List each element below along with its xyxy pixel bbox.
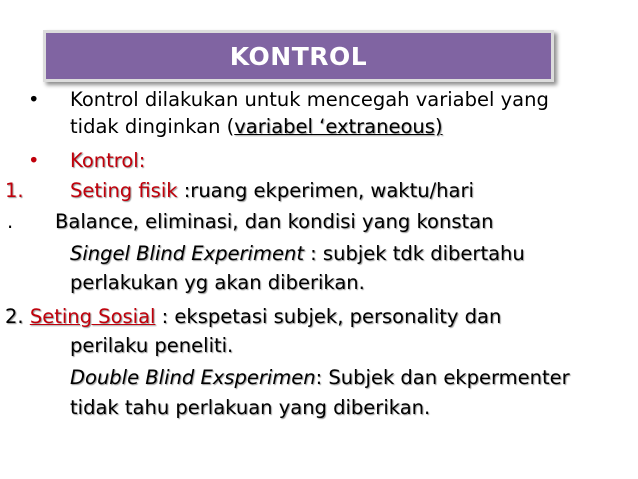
bullet2-label: Kontrol: [70, 149, 146, 172]
extraneous-term: variabel ‘extraneous) [234, 115, 443, 138]
item1-line [70, 179, 474, 203]
item2-heading: Seting Sosial [29, 305, 156, 328]
bullet1-line2 [70, 115, 443, 139]
bullet-marker: • [28, 88, 40, 111]
item2-detail-rest: : Subjek dan ekpermenter [315, 366, 570, 389]
item1-detail-line2: perlakukan yg akan diberikan. [70, 271, 365, 294]
bullet-marker: • [28, 149, 40, 172]
single-blind-term: Singel Blind Experiment [70, 242, 304, 265]
item1-rest: :ruang ekperimen, waktu/hari [177, 179, 474, 202]
item2-number: 2. [5, 305, 24, 328]
item2-detail-line1 [70, 366, 570, 390]
double-blind-term: Double Blind Exsperimen [70, 366, 316, 389]
item1-detail-line1 [70, 242, 525, 266]
bullet1-line1: Kontrol dilakukan untuk mencegah variabel yang [70, 88, 549, 111]
item1-number: 1. [5, 179, 24, 202]
bullet1-line2-prefix: tidak dinginkan ( [70, 115, 235, 138]
item1-detail-rest: : subjek tdk dibertahu [303, 242, 525, 265]
item1-heading: Seting fisik [70, 179, 178, 202]
item2-detail-line2: tidak tahu perlakuan yang diberikan. [70, 396, 431, 419]
title-banner [43, 30, 554, 82]
item1-sub-marker: . [7, 210, 14, 233]
item2-line1 [5, 305, 501, 329]
slide-title: KONTROL [229, 41, 368, 71]
item2-line2: perilaku peneliti. [70, 334, 234, 357]
item1-sub-text: Balance, eliminasi, dan kondisi yang konstan [55, 210, 494, 233]
item2-rest: : ekspetasi subjek, personality dan [155, 305, 502, 328]
